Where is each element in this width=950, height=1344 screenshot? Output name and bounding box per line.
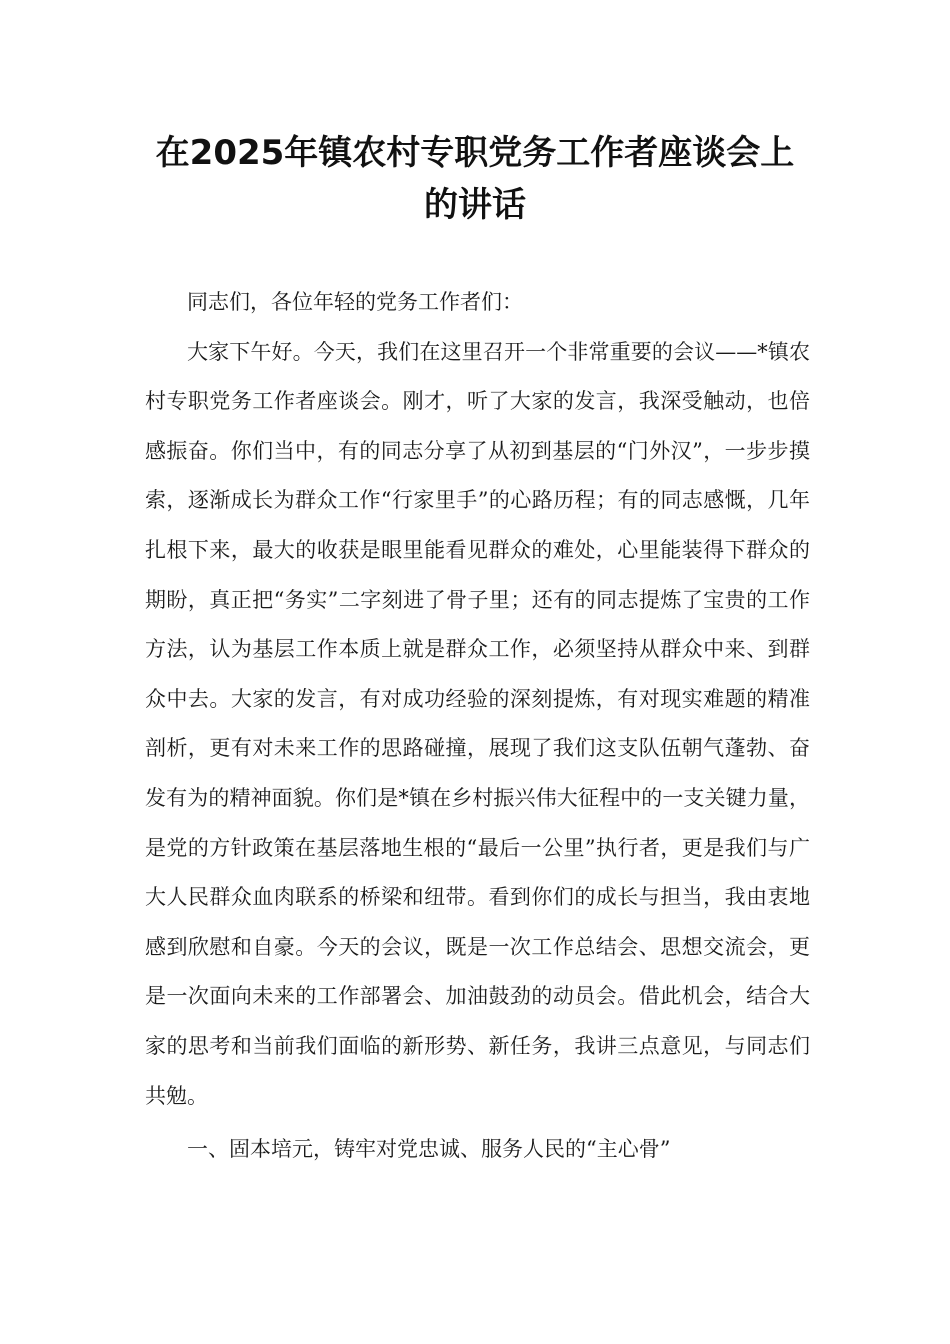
document-title-line-2: 的讲话 bbox=[424, 185, 526, 225]
document-title-line-1: 在2025年镇农村专职党务工作者座谈会上 bbox=[155, 133, 795, 173]
section-1-heading: 一、固本培元，铸牢对党忠诚、服务人民的“主心骨” bbox=[187, 1137, 671, 1162]
opening-paragraph: 大家下午好。今天，我们在这里召开一个非常重要的会议——*镇农村专职党务工作者座谈会。刚才，听了大家的发言，我深受触动，也倍感振奋。你们当中，有的同志分享了从初到基层的“门外汉”，一步步摸索，逐渐成长为群众工作“行家里手”的心路历程；有的同志感慨，几年扎根下来，最大的收获是眼里能看见群众的难处，心里能装得下群众的期盼，真正把“务实”二字刻进了骨子里；还有的同志提炼了宝贵的工作方法，认为基层工作本质上就是群众工作，必须坚持从群众中来、到群众中去。大家的发言，有对成功经验的深刻提炼，有对现实难题的精准剖析，更有对未来工作的思路碰撞，展现了我们这支队伍朝气蓬勃、奋发有为的精神面貌。你们是*镇在乡村振兴伟大征程中的一支关键力量，是党的方针政策在基层落地生根的“最后一公里”执行者，更是我们与广大人民群众血肉联系的桥梁和纽带。看到你们的成长与担当，我由衷地感到欣慰和自豪。今天的会议，既是一次工作总结会、思想交流会，更是一次面向未来的工作部署会、加油鼓劲的动员会。借此机会，结合大家的思考和当前我们面临的新形势、新任务，我讲三点意见，与同志们共勉。 bbox=[145, 339, 810, 1108]
greeting-paragraph: 同志们，各位年轻的党务工作者们： bbox=[187, 290, 523, 314]
document-body bbox=[145, 278, 810, 1175]
